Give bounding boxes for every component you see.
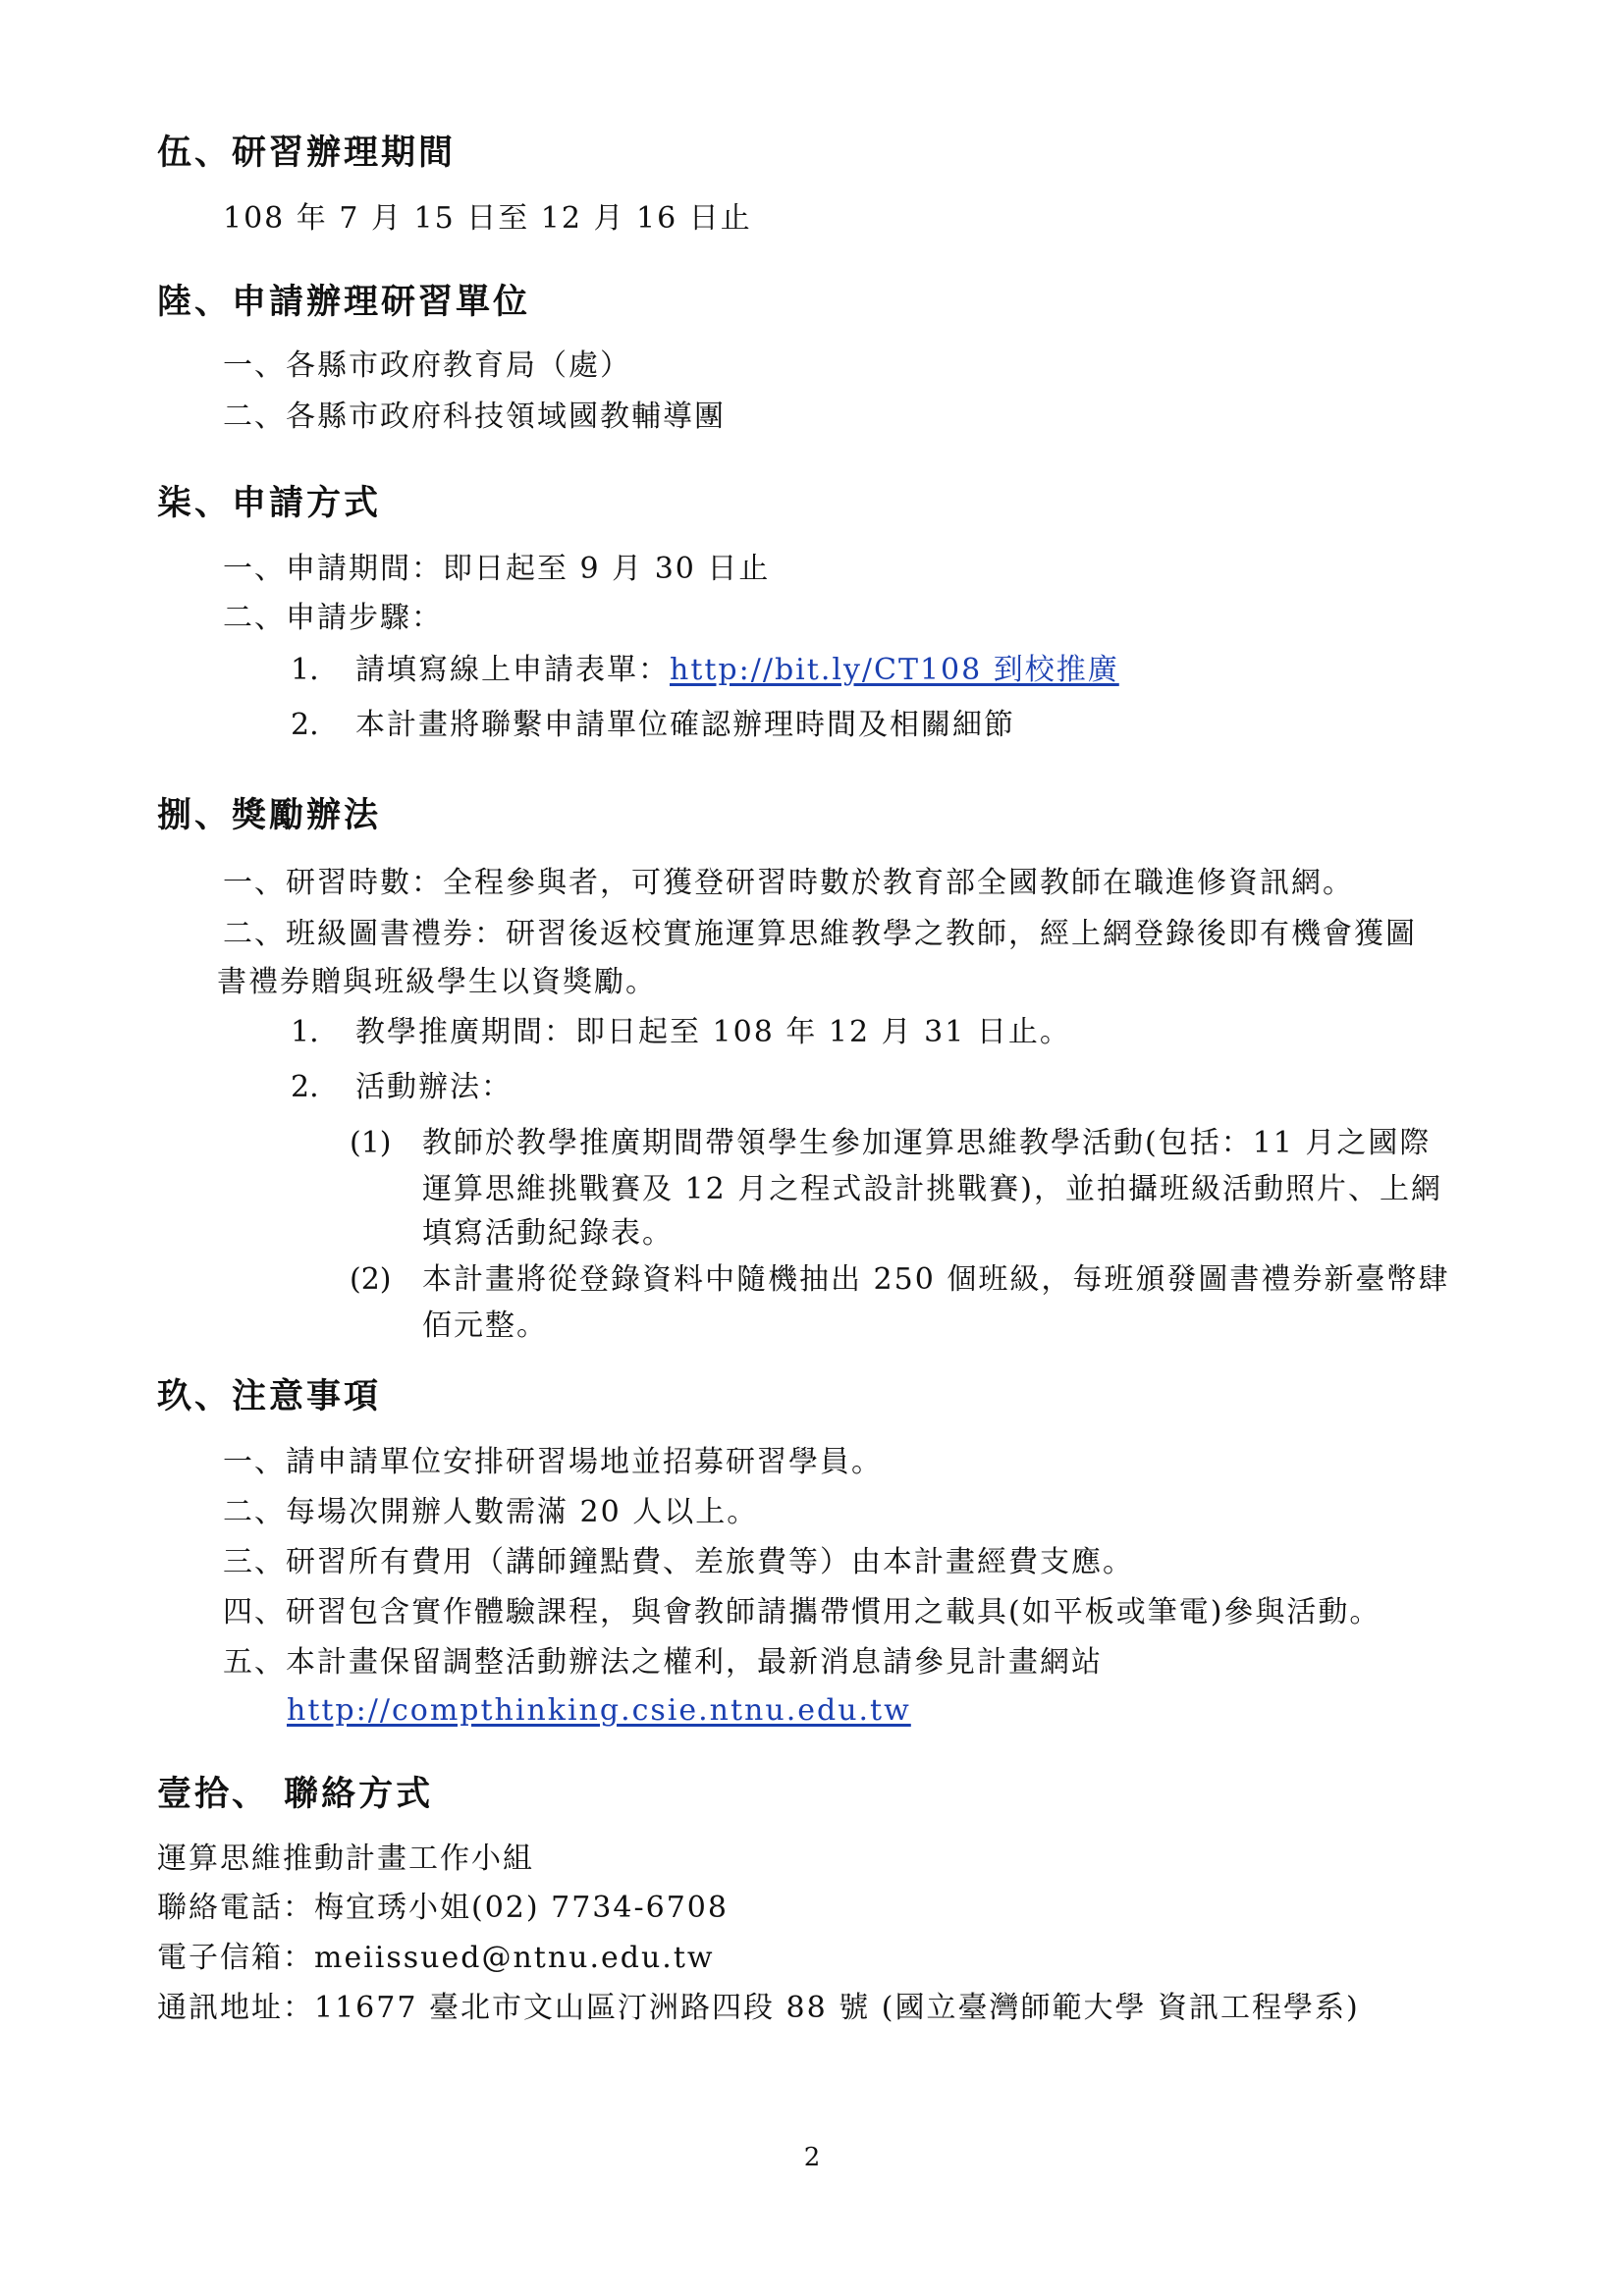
reward-point-1-line-3: 填寫活動紀錄表。 xyxy=(422,1216,674,1251)
section-7-period: 一、申請期間：即日起至 9 月 30 日止 xyxy=(223,552,771,586)
section-6-heading: 陸、申請辦理研習單位 xyxy=(157,282,531,322)
reward-sub-1-text: 教學推廣期間：即日起至 108 年 12 月 31 日止。 xyxy=(355,1015,1071,1049)
section-8-item-1: 一、研習時數：全程參與者，可獲登研習時數於教育部全國教師在職進修資訊網。 xyxy=(223,866,1354,900)
section-5-heading: 伍、研習辦理期間 xyxy=(157,133,457,173)
reward-sub-2-number: 2. xyxy=(291,1070,319,1104)
page-number: 2 xyxy=(803,2143,821,2172)
note-item-4: 四、研習包含實作體驗課程，與會教師請攜帶慣用之載具(如平板或筆電)參與活動。 xyxy=(223,1595,1381,1629)
section-7-steps-label: 二、申請步驟： xyxy=(223,601,443,635)
reward-sub-2-text: 活動辦法： xyxy=(355,1070,513,1104)
section-7-heading: 柒、申請方式 xyxy=(157,483,382,523)
step-1-number: 1. xyxy=(291,653,319,687)
reward-point-1-number: (1) xyxy=(350,1126,392,1160)
project-website-link[interactable]: http://compthinking.csie.ntnu.edu.tw xyxy=(287,1693,911,1728)
reward-point-2-line-2: 佰元整。 xyxy=(422,1308,548,1343)
note-item-1: 一、請申請單位安排研習場地並招募研習學員。 xyxy=(223,1445,883,1479)
section-6-item-2: 二、各縣市政府科技領域國教輔導團 xyxy=(223,400,726,434)
note-item-2: 二、每場次開辦人數需滿 20 人以上。 xyxy=(223,1495,759,1529)
step-1-text: 請填寫線上申請表單： xyxy=(355,653,670,687)
reward-point-1-line-1: 教師於教學推廣期間帶領學生參加運算思維教學活動(包括：11 月之國際 xyxy=(422,1126,1432,1160)
contact-email: 電子信箱：meiissued@ntnu.edu.tw xyxy=(157,1941,715,1975)
section-8-item-2-line-1: 二、班級圖書禮券：研習後返校實施運算思維教學之教師，經上網登錄後即有機會獲圖 xyxy=(223,917,1417,951)
reward-point-1-line-2: 運算思維挑戰賽及 12 月之程式設計挑戰賽)，並拍攝班級活動照片、上網 xyxy=(422,1172,1442,1206)
step-2-text: 本計畫將聯繫申請單位確認辦理時間及相關細節 xyxy=(355,708,1015,742)
step-1-row xyxy=(355,653,1119,688)
section-8-item-2-line-2: 書禮券贈與班級學生以資獎勵。 xyxy=(217,965,657,999)
step-2-number: 2. xyxy=(291,708,319,742)
application-form-link[interactable]: http://bit.ly/CT108 到校推廣 xyxy=(670,653,1119,687)
section-5-period: 108 年 7 月 15 日至 12 月 16 日止 xyxy=(223,201,752,236)
contact-address: 通訊地址：11677 臺北市文山區汀洲路四段 88 號 (國立臺灣師範大學 資訊工程學系) xyxy=(157,1991,1360,2025)
contact-team: 運算思維推動計畫工作小組 xyxy=(157,1842,534,1876)
reward-sub-1-number: 1. xyxy=(291,1015,319,1049)
reward-point-2-number: (2) xyxy=(350,1262,392,1297)
note-item-5: 五、本計畫保留調整活動辦法之權利，最新消息請參見計畫網站 xyxy=(223,1645,1103,1680)
section-8-heading: 捌、獎勵辦法 xyxy=(157,795,382,835)
note-item-3: 三、研習所有費用（講師鐘點費、差旅費等）由本計畫經費支應。 xyxy=(223,1545,1134,1579)
section-11-heading: 壹拾、 聯絡方式 xyxy=(157,1774,434,1814)
section-9-heading: 玖、注意事項 xyxy=(157,1376,382,1416)
reward-point-2-line-1: 本計畫將從登錄資料中隨機抽出 250 個班級，每班頒發圖書禮券新臺幣肆 xyxy=(422,1262,1450,1297)
contact-phone: 聯絡電話：梅宜琇小姐(02) 7734-6708 xyxy=(157,1891,729,1925)
section-6-item-1: 一、各縣市政府教育局（處） xyxy=(223,348,631,383)
